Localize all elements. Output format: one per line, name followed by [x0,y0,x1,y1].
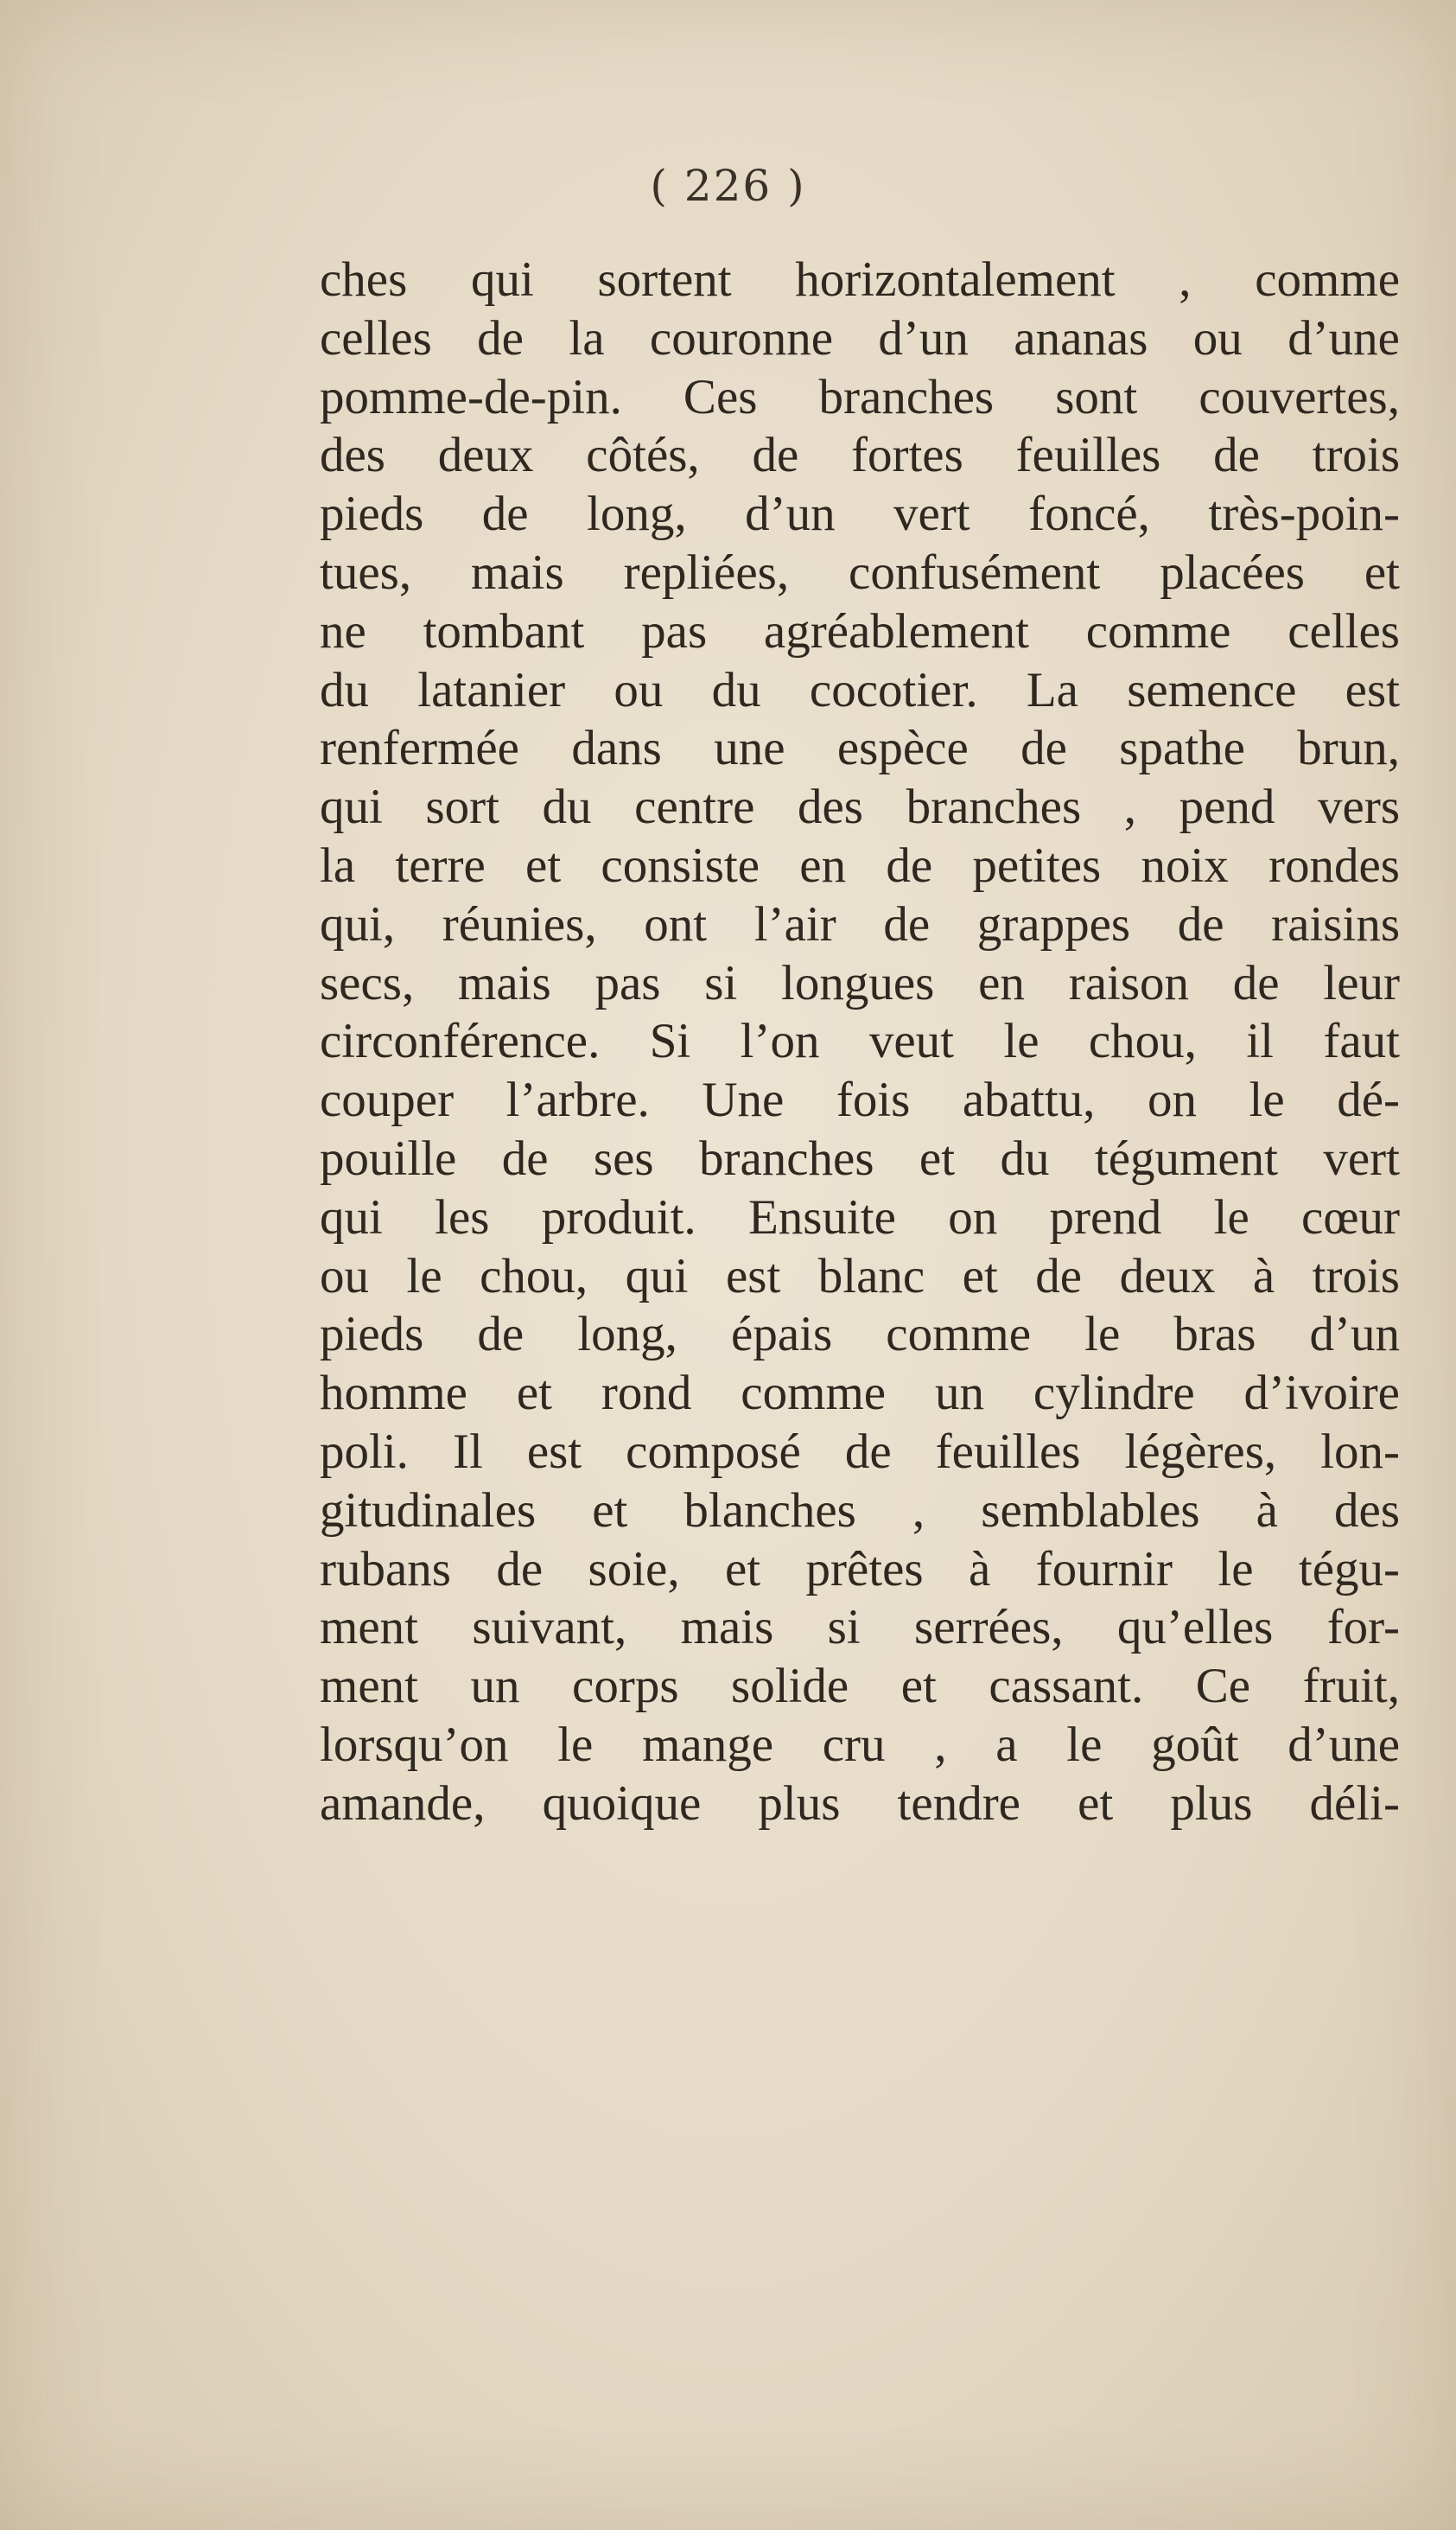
text-line: ches qui sortent horizontalement , comme [320,252,1400,307]
text-line: pieds de long, épais comme le bras d’un [320,1307,1400,1362]
text-line: ne tombant pas agréablement comme celles [320,603,1400,659]
text-line: qui sort du centre des branches , pend vers [320,780,1400,835]
text-line: des deux côtés, de fortes feuilles de trois [320,428,1400,483]
text-line: qui, réunies, ont l’air de grappes de raisins [320,896,1400,952]
text-line: ou le chou, qui est blanc et de deux à trois [320,1248,1400,1303]
text-line: secs, mais pas si longues en raison de leur [320,955,1400,1010]
text-line: renfermée dans une espèce de spathe brun, [320,721,1400,776]
text-line: homme et rond comme un cylindre d’ivoire [320,1366,1400,1421]
text-line: pomme-de-pin. Ces branches sont couvertes, [320,369,1400,424]
text-line: gitudinales et blanches , semblables à des [320,1482,1400,1538]
text-line: lorsqu’on le mange cru , a le goût d’une [320,1717,1400,1772]
text-line: rubans de soie, et prêtes à fournir le tégu- [320,1541,1400,1596]
text-line: du latanier ou du cocotier. La semence est [320,662,1400,717]
page-number: ( 226 ) [650,161,806,211]
text-line: poli. Il est composé de feuilles légères, lon- [320,1424,1400,1479]
text-line: tues, mais repliées, confusément placées et [320,545,1400,600]
text-line: pieds de long, d’un vert foncé, très-poin- [320,487,1400,542]
text-line: circonférence. Si l’on veut le chou, il faut [320,1014,1400,1069]
text-line: ment un corps solide et cassant. Ce fruit, [320,1659,1400,1714]
body-text [320,251,1400,1833]
text-line: pouille de ses branches et du tégument vert [320,1131,1400,1186]
text-line: amande, quoique plus tendre et plus déli- [320,1775,1400,1831]
text-line: celles de la couronne d’un ananas ou d’une [320,310,1400,366]
text-line: la terre et consiste en de petites noix rondes [320,838,1400,893]
text-line: ment suivant, mais si serrées, qu’elles for- [320,1600,1400,1655]
text-line: couper l’arbre. Une fois abattu, on le dé- [320,1073,1400,1128]
text-line: qui les produit. Ensuite on prend le cœur [320,1189,1400,1245]
